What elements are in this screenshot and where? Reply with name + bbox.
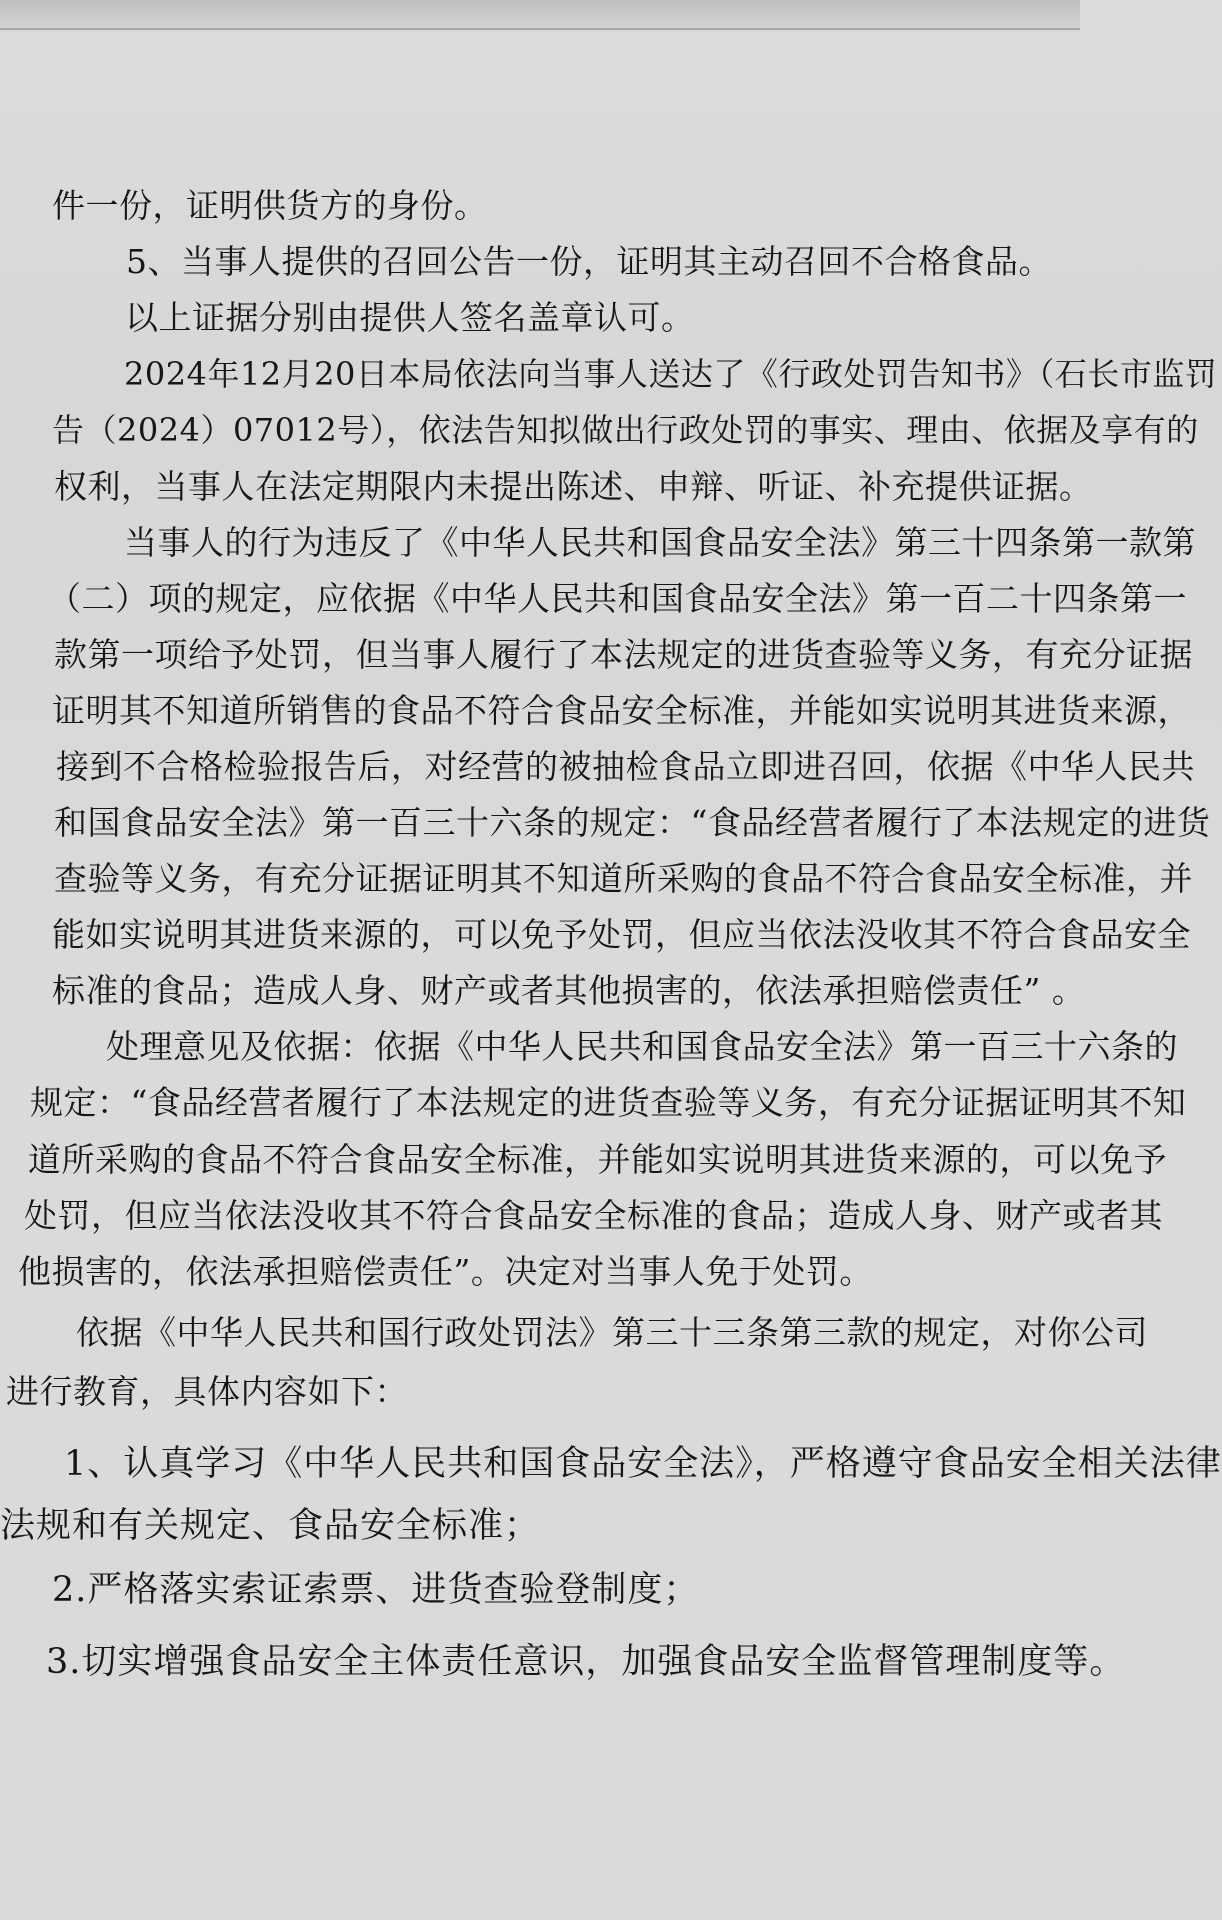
body-line-19: 处罚，但应当依法没收其不符合食品安全标准的食品；造成人身、财产或者其 xyxy=(24,1196,1163,1235)
education-item-1: 1、认真学习《中华人民共和国食品安全法》，严格遵守食品安全相关法律 xyxy=(64,1444,1222,1484)
body-line-21: 依据《中华人民共和国行政处罚法》第三十三条第三款的规定，对你公司 xyxy=(76,1313,1148,1352)
body-line-16: 处理意见及依据：依据《中华人民共和国食品安全法》第一百三十六条的 xyxy=(106,1027,1178,1066)
body-line-22: 进行教育，具体内容如下： xyxy=(6,1372,408,1411)
body-line-17: 规定：“食品经营者履行了本法规定的进货查验等义务，有充分证据证明其不知 xyxy=(30,1083,1187,1122)
body-line-2: 5、当事人提供的召回公告一份，证明其主动召回不合格食品。 xyxy=(126,242,1052,281)
body-line-7: 当事人的行为违反了《中华人民共和国食品安全法》第三十四条第一款第 xyxy=(124,523,1196,562)
education-item-1-cont: 法规和有关规定、食品安全标准； xyxy=(0,1506,541,1546)
body-line-1: 件一份，证明供货方的身份。 xyxy=(52,186,488,225)
body-line-9: 款第一项给予处罚，但当事人履行了本法规定的进货查验等义务，有充分证据 xyxy=(54,635,1193,674)
body-line-14: 能如实说明其进货来源的，可以免予处罚，但应当依法没收其不符合食品安全 xyxy=(52,915,1191,954)
body-line-4: 2024年12月20日本局依法向当事人送达了《行政处罚告知书》（石长市监罚 xyxy=(124,355,1218,393)
body-line-5: 告（2024）07012号），依法告知拟做出行政处罚的事实、理由、依据及享有的 xyxy=(52,411,1199,449)
body-line-3: 以上证据分别由提供人签名盖章认可。 xyxy=(125,298,695,337)
body-line-13: 查验等义务，有充分证据证明其不知道所采购的食品不符合食品安全标准，并 xyxy=(54,859,1193,898)
body-line-12: 和国食品安全法》第一百三十六条的规定：“食品经营者履行了本法规定的进货 xyxy=(54,803,1211,842)
body-line-6: 权利，当事人在法定期限内未提出陈述、申辩、听证、补充提供证据。 xyxy=(54,467,1093,506)
education-item-2: 2.严格落实索证索票、进货查验登制度； xyxy=(52,1570,700,1610)
education-item-3: 3.切实增强食品安全主体责任意识，加强食品安全监督管理制度等。 xyxy=(46,1642,1126,1682)
body-line-15: 标准的食品；造成人身、财产或者其他损害的，依法承担赔偿责任” 。 xyxy=(52,971,1086,1010)
body-line-10: 证明其不知道所销售的食品不符合食品安全标准，并能如实说明其进货来源， xyxy=(52,691,1191,730)
body-line-11: 接到不合格检验报告后，对经营的被抽检食品立即进召回，依据《中华人民共 xyxy=(56,747,1195,786)
body-line-8: （二）项的规定，应依据《中华人民共和国食品安全法》第一百二十四条第一 xyxy=(48,579,1187,618)
body-line-18: 道所采购的食品不符合食品安全标准，并能如实说明其进货来源的，可以免予 xyxy=(28,1140,1167,1179)
body-line-20: 他损害的，依法承担赔偿责任”。决定对当事人免于处罚。 xyxy=(18,1252,873,1291)
